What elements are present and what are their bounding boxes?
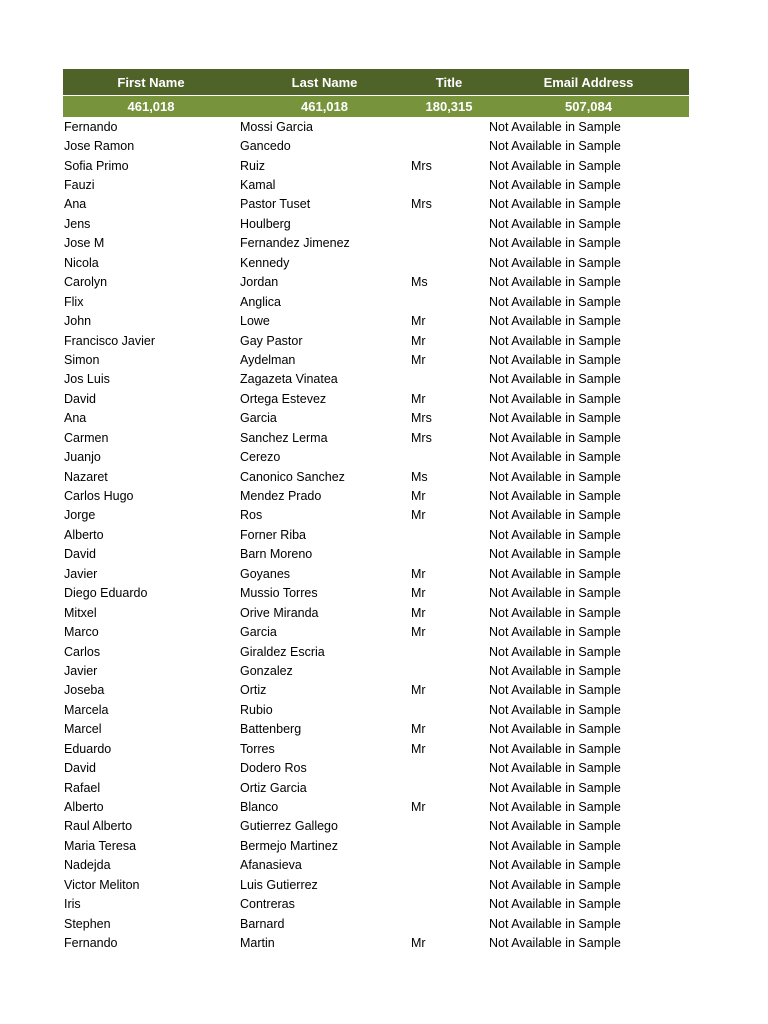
cell-email: Not Available in Sample (489, 566, 621, 581)
cell-first-name: Nadejda (64, 858, 111, 873)
table-row (63, 156, 689, 175)
cell-last-name: Jordan (240, 275, 279, 290)
cell-first-name: Victor Meliton (64, 877, 140, 892)
cell-first-name: David (64, 391, 96, 406)
table-row (63, 175, 689, 194)
cell-email: Not Available in Sample (489, 858, 621, 873)
cell-email: Not Available in Sample (489, 489, 621, 504)
cell-title: Mr (411, 586, 426, 601)
cell-last-name: Gay Pastor (240, 333, 303, 348)
cell-email: Not Available in Sample (489, 508, 621, 523)
cell-email: Not Available in Sample (489, 372, 621, 387)
cell-last-name: Torres (240, 741, 275, 756)
table-row (63, 311, 689, 330)
cell-first-name: Javier (64, 663, 98, 678)
cell-title: Mr (411, 722, 426, 737)
cell-email: Not Available in Sample (489, 197, 621, 212)
cell-email: Not Available in Sample (489, 625, 621, 640)
header-last-name: Last Name (291, 74, 358, 90)
cell-last-name: Martin (240, 936, 275, 951)
cell-title: Mrs (411, 197, 432, 212)
cell-first-name: Mitxel (64, 605, 97, 620)
cell-last-name: Kamal (240, 178, 276, 193)
table-row (63, 195, 689, 214)
cell-title: Mr (411, 683, 426, 698)
table-row (63, 836, 689, 855)
header-email: Email Address (543, 74, 634, 90)
table-row (63, 545, 689, 564)
cell-first-name: Alberto (64, 527, 104, 542)
table-row (63, 875, 689, 894)
cell-first-name: Rafael (64, 780, 101, 795)
cell-first-name: Flix (64, 294, 84, 309)
cell-last-name: Gancedo (240, 139, 291, 154)
table-row (63, 350, 689, 369)
cell-last-name: Lowe (240, 314, 270, 329)
cell-first-name: Carolyn (64, 275, 108, 290)
table-row (63, 292, 689, 311)
cell-email: Not Available in Sample (489, 741, 621, 756)
cell-title: Mr (411, 314, 426, 329)
cell-first-name: Carmen (64, 430, 109, 445)
cell-last-name: Ruiz (240, 158, 266, 173)
cell-title: Mr (411, 508, 426, 523)
table-row (63, 642, 689, 661)
cell-email: Not Available in Sample (489, 780, 621, 795)
cell-email: Not Available in Sample (489, 936, 621, 951)
cell-last-name: Garcia (240, 625, 277, 640)
count-first-name: 461,018 (127, 99, 175, 114)
cell-email: Not Available in Sample (489, 158, 621, 173)
cell-last-name: Orive Miranda (240, 605, 319, 620)
cell-last-name: Ros (240, 508, 263, 523)
cell-first-name: Marcela (64, 702, 109, 717)
cell-last-name: Battenberg (240, 722, 302, 737)
cell-title: Mr (411, 800, 426, 815)
cell-email: Not Available in Sample (489, 547, 621, 562)
cell-last-name: Aydelman (240, 352, 296, 367)
table-row (63, 856, 689, 875)
cell-email: Not Available in Sample (489, 644, 621, 659)
count-row (63, 96, 689, 117)
cell-title: Ms (411, 275, 428, 290)
cell-first-name: Jose M (64, 236, 105, 251)
table-row (63, 914, 689, 933)
table-row (63, 486, 689, 505)
cell-last-name: Giraldez Escria (240, 644, 325, 659)
table-row (63, 525, 689, 544)
table-body (63, 117, 689, 953)
cell-first-name: Juanjo (64, 450, 101, 465)
cell-email: Not Available in Sample (489, 877, 621, 892)
cell-last-name: Luis Gutierrez (240, 877, 318, 892)
cell-title: Mr (411, 625, 426, 640)
table-row (63, 778, 689, 797)
table-row (63, 234, 689, 253)
table-row (63, 622, 689, 641)
cell-first-name: Iris (64, 897, 81, 912)
cell-first-name: Nazaret (64, 469, 108, 484)
cell-first-name: Marcel (64, 722, 102, 737)
cell-email: Not Available in Sample (489, 702, 621, 717)
cell-first-name: David (64, 761, 96, 776)
cell-title: Ms (411, 469, 428, 484)
cell-email: Not Available in Sample (489, 352, 621, 367)
contact-sheet (63, 69, 689, 953)
cell-email: Not Available in Sample (489, 119, 621, 134)
cell-email: Not Available in Sample (489, 800, 621, 815)
cell-first-name: Jos Luis (64, 372, 110, 387)
cell-email: Not Available in Sample (489, 527, 621, 542)
cell-email: Not Available in Sample (489, 430, 621, 445)
table-row (63, 564, 689, 583)
table-row (63, 933, 689, 952)
table-row (63, 117, 689, 136)
cell-title: Mr (411, 391, 426, 406)
cell-email: Not Available in Sample (489, 916, 621, 931)
count-last-name: 461,018 (301, 99, 348, 114)
count-email: 507,084 (565, 99, 612, 114)
cell-title: Mrs (411, 158, 432, 173)
cell-first-name: Carlos (64, 644, 101, 659)
cell-first-name: Fernando (64, 936, 118, 951)
cell-email: Not Available in Sample (489, 450, 621, 465)
cell-first-name: Fauzi (64, 178, 95, 193)
cell-last-name: Cerezo (240, 450, 281, 465)
table-row (63, 447, 689, 466)
cell-last-name: Mussio Torres (240, 586, 318, 601)
cell-first-name: Raul Alberto (64, 819, 133, 834)
table-row (63, 506, 689, 525)
table-row (63, 700, 689, 719)
cell-last-name: Afanasieva (240, 858, 302, 873)
cell-email: Not Available in Sample (489, 216, 621, 231)
table-row (63, 370, 689, 389)
cell-email: Not Available in Sample (489, 663, 621, 678)
cell-title: Mr (411, 605, 426, 620)
cell-first-name: Simon (64, 352, 100, 367)
table-row (63, 739, 689, 758)
cell-last-name: Gutierrez Gallego (240, 819, 338, 834)
cell-first-name: David (64, 547, 96, 562)
cell-last-name: Fernandez Jimenez (240, 236, 350, 251)
cell-email: Not Available in Sample (489, 275, 621, 290)
table-row (63, 603, 689, 622)
cell-last-name: Barn Moreno (240, 547, 313, 562)
table-row (63, 253, 689, 272)
cell-first-name: Ana (64, 411, 87, 426)
table-row (63, 467, 689, 486)
cell-last-name: Ortiz Garcia (240, 780, 307, 795)
cell-first-name: Fernando (64, 119, 118, 134)
cell-last-name: Contreras (240, 897, 295, 912)
cell-last-name: Sanchez Lerma (240, 430, 328, 445)
cell-first-name: Jens (64, 216, 91, 231)
table-row (63, 428, 689, 447)
table-row (63, 797, 689, 816)
cell-last-name: Houlberg (240, 216, 291, 231)
cell-email: Not Available in Sample (489, 333, 621, 348)
cell-first-name: Francisco Javier (64, 333, 155, 348)
cell-last-name: Pastor Tuset (240, 197, 311, 212)
cell-first-name: Marco (64, 625, 99, 640)
cell-first-name: Nicola (64, 255, 99, 270)
cell-email: Not Available in Sample (489, 897, 621, 912)
cell-last-name: Garcia (240, 411, 277, 426)
cell-last-name: Barnard (240, 916, 285, 931)
header-first-name: First Name (117, 74, 185, 90)
cell-first-name: Jose Ramon (64, 139, 135, 154)
cell-email: Not Available in Sample (489, 391, 621, 406)
cell-first-name: Javier (64, 566, 98, 581)
table-row (63, 389, 689, 408)
cell-last-name: Forner Riba (240, 527, 306, 542)
table-row (63, 720, 689, 739)
table-row (63, 661, 689, 680)
cell-email: Not Available in Sample (489, 586, 621, 601)
cell-title: Mr (411, 333, 426, 348)
cell-email: Not Available in Sample (489, 761, 621, 776)
table-row (63, 681, 689, 700)
cell-last-name: Mendez Prado (240, 489, 322, 504)
cell-email: Not Available in Sample (489, 139, 621, 154)
table-row (63, 817, 689, 836)
cell-first-name: Jorge (64, 508, 96, 523)
cell-email: Not Available in Sample (489, 314, 621, 329)
cell-email: Not Available in Sample (489, 819, 621, 834)
cell-last-name: Kennedy (240, 255, 290, 270)
cell-first-name: Diego Eduardo (64, 586, 148, 601)
header-title: Title (435, 74, 463, 90)
table-row (63, 136, 689, 155)
table-row (63, 584, 689, 603)
cell-first-name: Joseba (64, 683, 105, 698)
cell-last-name: Anglica (240, 294, 281, 309)
table-row (63, 758, 689, 777)
cell-email: Not Available in Sample (489, 236, 621, 251)
cell-title: Mrs (411, 430, 432, 445)
count-title: 180,315 (425, 99, 473, 114)
cell-email: Not Available in Sample (489, 469, 621, 484)
table-row (63, 409, 689, 428)
cell-last-name: Dodero Ros (240, 761, 307, 776)
header-row (63, 69, 689, 95)
cell-email: Not Available in Sample (489, 255, 621, 270)
cell-title: Mr (411, 936, 426, 951)
cell-email: Not Available in Sample (489, 411, 621, 426)
cell-title: Mr (411, 352, 426, 367)
cell-last-name: Rubio (240, 702, 273, 717)
cell-title: Mrs (411, 411, 432, 426)
cell-email: Not Available in Sample (489, 605, 621, 620)
cell-first-name: Alberto (64, 800, 104, 815)
cell-first-name: Sofia Primo (64, 158, 129, 173)
cell-email: Not Available in Sample (489, 838, 621, 853)
cell-first-name: Ana (64, 197, 87, 212)
cell-last-name: Mossi Garcia (240, 119, 313, 134)
cell-first-name: John (64, 314, 92, 329)
cell-last-name: Bermejo Martinez (240, 838, 338, 853)
cell-title: Mr (411, 489, 426, 504)
cell-email: Not Available in Sample (489, 683, 621, 698)
cell-last-name: Blanco (240, 800, 279, 815)
table-row (63, 895, 689, 914)
cell-email: Not Available in Sample (489, 178, 621, 193)
cell-first-name: Stephen (64, 916, 111, 931)
cell-last-name: Ortega Estevez (240, 391, 327, 406)
cell-title: Mr (411, 741, 426, 756)
cell-email: Not Available in Sample (489, 722, 621, 737)
cell-email: Not Available in Sample (489, 294, 621, 309)
cell-last-name: Goyanes (240, 566, 291, 581)
cell-first-name: Eduardo (64, 741, 112, 756)
cell-last-name: Zagazeta Vinatea (240, 372, 338, 387)
cell-last-name: Canonico Sanchez (240, 469, 345, 484)
table-row (63, 214, 689, 233)
cell-last-name: Ortiz (240, 683, 267, 698)
cell-first-name: Maria Teresa (64, 838, 137, 853)
cell-last-name: Gonzalez (240, 663, 293, 678)
table-row (63, 273, 689, 292)
table-row (63, 331, 689, 350)
cell-title: Mr (411, 566, 426, 581)
cell-first-name: Carlos Hugo (64, 489, 134, 504)
